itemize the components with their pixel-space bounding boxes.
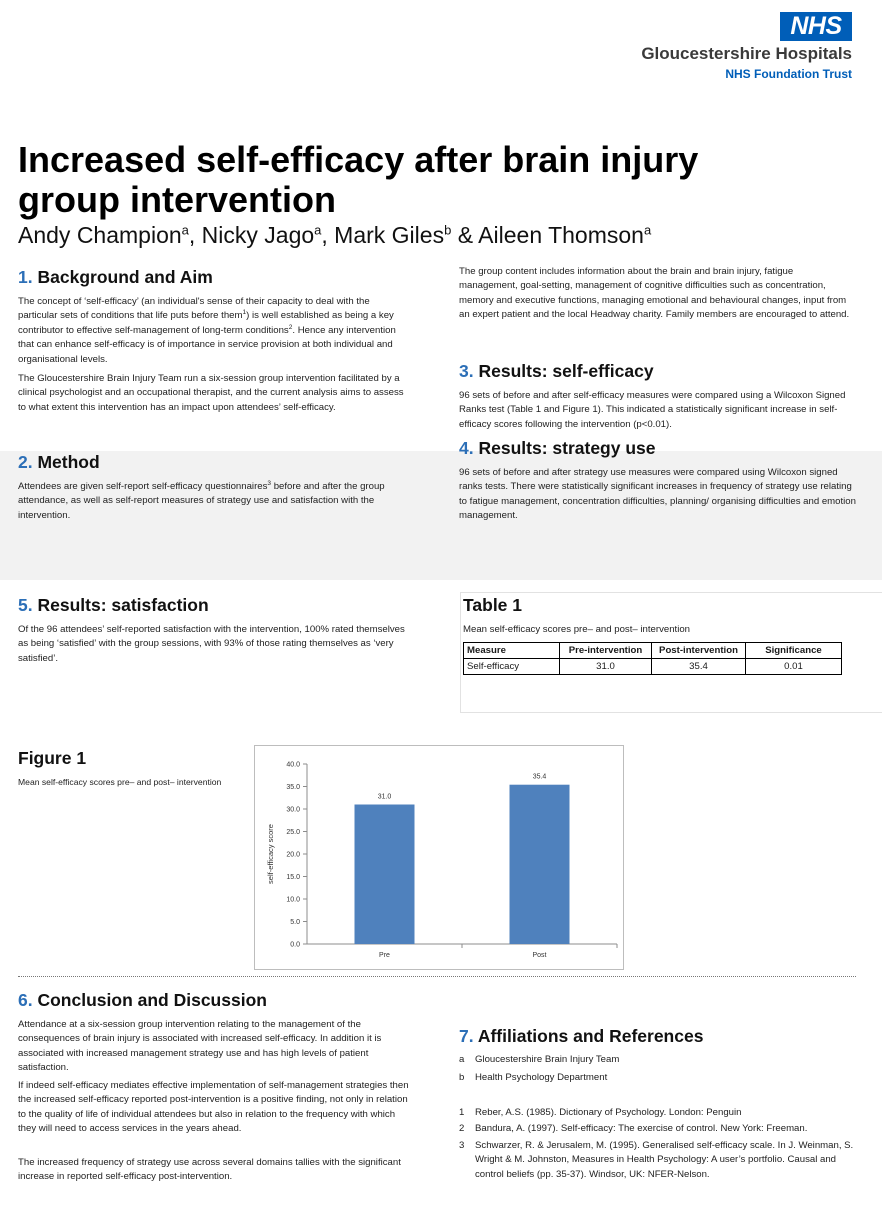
reference-text: Reber, A.S. (1985). Dictionary of Psychology. London: Penguin <box>475 1107 742 1118</box>
table-header-row <box>464 643 842 659</box>
reference-key: 3 <box>459 1139 465 1151</box>
author-list <box>18 222 651 249</box>
section-number: 7. <box>459 1026 474 1046</box>
author-affil-sup: b <box>444 222 452 238</box>
x-tick-label: Pre <box>379 952 390 959</box>
trust-subtitle: NHS Foundation Trust <box>725 67 852 81</box>
method-paragraph <box>18 480 410 523</box>
figure-1-title: Figure 1 <box>18 748 87 768</box>
section-heading-results-self-efficacy <box>459 361 654 382</box>
section-title: Affiliations and References <box>477 1026 704 1046</box>
group-content-paragraph: The group content includes information about the brain and brain injury, fatigue management, goal-setting, management of cognitive difficulties such as concentration, memory and executive functions, managing emotional and behavioural changes, input from an expert patient and the local Headway charity. Family members are encouraged to attend. <box>459 266 850 321</box>
section-heading-conclusion <box>18 990 267 1011</box>
y-tick-label: 15.0 <box>286 874 300 881</box>
author-affil-sup: a <box>181 222 189 238</box>
y-tick-label: 35.0 <box>286 784 300 791</box>
table-1 <box>463 642 842 675</box>
table-1-title: Table 1 <box>463 595 523 615</box>
section-number: 4. <box>459 438 474 458</box>
table-header-cell: Measure <box>464 643 560 659</box>
citation-sup: 3 <box>267 479 272 487</box>
nhs-logo: NHS <box>780 12 852 41</box>
affiliation-text: Health Psychology Department <box>475 1072 608 1084</box>
y-tick-label: 0.0 <box>290 941 300 949</box>
bar-post <box>510 785 570 944</box>
affiliation-item <box>459 1053 854 1067</box>
conclusion-paragraph-3: The increased frequency of strategy use across several domains tallies with the significant increase in reported self-efficacy post-intervention. <box>18 1157 401 1183</box>
reference-item <box>459 1122 854 1136</box>
table-header-cell: Significance <box>746 643 842 659</box>
results-satisfaction-paragraph: Of the 96 attendees’ self-reported satisfaction with the intervention, 100% rated themselves as being ‘satisfied’ with the group sessions, with 93% of those rating themselves as ‘very satisfied’. <box>18 624 405 664</box>
reference-item <box>459 1139 854 1182</box>
affiliations-list <box>459 1053 854 1086</box>
reference-item <box>459 1106 854 1120</box>
text-run: before and after the group attendance, as well as self-report measures of strategy use and satisfaction with the intervention. <box>18 481 385 521</box>
conclusion-paragraph-2: If indeed self-efficacy mediates effective implementation of self-management strategies then the increased self-efficacy reported post-intervention is a positive finding, not only in relation to the quality of life of individual attendees but also in relation to the frequency with which they will need to access services in the years ahead. <box>18 1080 409 1135</box>
author-name: Andy Champion <box>18 222 182 248</box>
table-header-cell: Pre-intervention <box>560 643 652 659</box>
section-title: Results: self-efficacy <box>478 361 654 381</box>
y-tick-label: 10.0 <box>286 896 300 904</box>
author-name: Mark Giles <box>334 222 445 248</box>
section-heading-results-strategy-use <box>459 438 656 459</box>
author-name: Aileen Thomson <box>478 222 644 248</box>
section-title: Background and Aim <box>37 267 213 287</box>
affiliation-key: b <box>459 1072 465 1084</box>
title-line-1: Increased self-efficacy after brain injury <box>18 139 699 180</box>
section-number: 3. <box>459 361 474 381</box>
reference-key: 2 <box>459 1123 465 1135</box>
results-self-efficacy-paragraph: 96 sets of before and after self-efficacy measures were compared using a Wilcoxon Signed Ranks test (Table 1 and Figure 1). This indicated a statistically significant increase in self-efficacy scores following the intervention (p<0.01). <box>459 390 846 430</box>
trust-name: Gloucestershire Hospitals <box>641 44 852 63</box>
table-cell: 35.4 <box>652 659 746 675</box>
section-heading-affiliations <box>459 1026 703 1047</box>
background-paragraph-2: The Gloucestershire Brain Injury Team run a six-session group intervention facilitated by a clinical psychologist and an occupational therapist, and the current analysis aims to assess to what extent this intervention has an impact upon attendees’ self-efficacy. <box>18 373 404 413</box>
table-1-caption: Mean self-efficacy scores pre– and post– intervention <box>463 624 690 635</box>
section-title: Method <box>37 452 100 472</box>
text-run: The concept of ‘self-efficacy’ (an individual's sense of their capacity to deal with the particular sets of conditions that life puts before them <box>18 296 370 322</box>
table-cell: 0.01 <box>746 659 842 675</box>
author-sep: , <box>321 222 335 248</box>
section-number: 6. <box>18 990 33 1010</box>
affiliation-text: Gloucestershire Brain Injury Team <box>475 1054 620 1065</box>
author-name: Nicky Jago <box>201 222 315 248</box>
text-run: ) is well established as being a key contributor to effective self-management of long-term conditions <box>18 310 394 336</box>
bar-chart <box>255 746 623 969</box>
figure-1-chart <box>254 745 624 970</box>
conclusion-paragraph-1: Attendance at a six-session group intervention relating to the management of the consequences of brain injury is associated with increased self-efficacy. In addition it is associated with increased management strategy use and has high levels of patient satisfaction. <box>18 1019 382 1074</box>
citation-sup: 2 <box>288 323 293 331</box>
section-divider <box>18 976 856 977</box>
affiliation-key: a <box>459 1054 465 1065</box>
results-strategy-use-paragraph: 96 sets of before and after strategy use measures were compared using Wilcoxon signed ranks tests. There were statistically significant increases in frequency of strategy use relating to fatigue management, concentration difficulties, planning/ organising difficulties and emotion management. <box>459 467 856 522</box>
bar-data-label: 31.0 <box>377 793 392 801</box>
section-number: 1. <box>18 267 33 287</box>
citation-sup: 1 <box>242 309 247 317</box>
x-tick-label: Post <box>532 952 547 959</box>
bar-pre <box>355 805 415 945</box>
y-tick-label: 20.0 <box>286 851 300 859</box>
bar-data-label: 35.4 <box>532 773 547 781</box>
y-tick-label: 30.0 <box>286 806 300 814</box>
poster-title <box>18 140 878 220</box>
table-cell: Self-efficacy <box>464 659 560 675</box>
figure-1-caption: Mean self-efficacy scores pre– and post– intervention <box>18 777 222 787</box>
y-tick-label: 5.0 <box>290 919 300 926</box>
section-title: Conclusion and Discussion <box>37 990 267 1010</box>
section-heading-method <box>18 452 100 473</box>
references-list <box>459 1106 854 1182</box>
author-affil-sup: a <box>643 222 652 238</box>
author-sep: , <box>188 222 202 248</box>
section-number: 2. <box>18 452 33 472</box>
section-number: 5. <box>18 595 33 615</box>
section-title: Results: strategy use <box>478 438 656 458</box>
table-header-cell: Post-intervention <box>652 643 746 659</box>
y-tick-label: 40.0 <box>286 761 300 769</box>
reference-text: Schwarzer, R. & Jerusalem, M. (1995). Generalised self-efficacy scale. In J. Weinman, S. Wright & M. Johnston, Measures in Health Psychology: A user’s portfolio. Causal and control beliefs (pp. 35-37). Windsor, UK: NFER-Nelson. <box>475 1139 854 1180</box>
text-run: Attendees are given self-report self-efficacy questionnaires <box>18 481 268 492</box>
background-paragraph-1 <box>18 295 410 367</box>
y-axis-label: self-efficacy score <box>266 824 275 884</box>
table-cell: 31.0 <box>560 659 652 675</box>
affiliation-item <box>459 1071 854 1085</box>
section-heading-background <box>18 267 213 288</box>
table-row <box>464 659 842 675</box>
reference-text: Bandura, A. (1997). Self-efficacy: The exercise of control. New York: Freeman. <box>475 1123 808 1135</box>
section-title: Results: satisfaction <box>37 595 209 615</box>
y-tick-label: 25.0 <box>286 829 300 836</box>
author-sep: & <box>451 222 479 248</box>
author-affil-sup: a <box>314 222 322 238</box>
text-run: . Hence any intervention that can enhance self-efficacy is of importance in service provision at both individual and organisational levels. <box>18 324 396 365</box>
reference-key: 1 <box>459 1107 465 1118</box>
title-line-2: group intervention <box>18 179 336 220</box>
section-heading-results-satisfaction <box>18 595 209 616</box>
